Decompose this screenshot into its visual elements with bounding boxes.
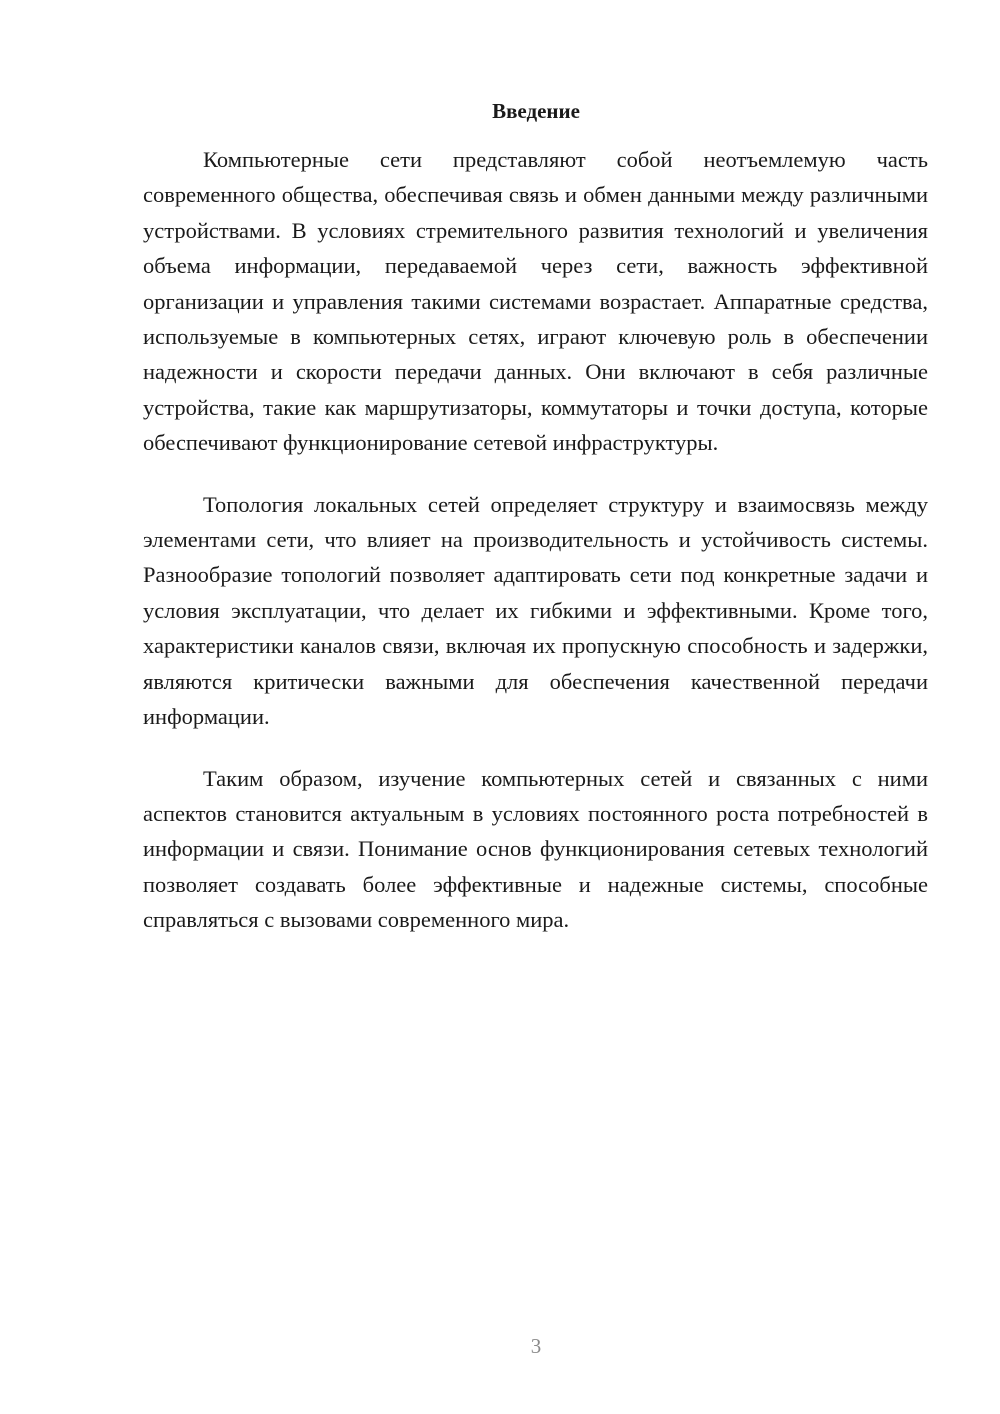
section-title: Введение: [492, 99, 580, 123]
paragraph-3: Таким образом, изучение компьютерных сетей и связанных с ними аспектов становится актуальным в условиях постоянного роста потребностей в информации и связи. Понимание основ функционирования сетевых технологий позволяет создавать более эффективные и надежные системы, способные справляться с вызовами современного мира.: [143, 765, 928, 933]
body-text: [143, 142, 928, 964]
paragraph-2: Топология локальных сетей определяет структуру и взаимосвязь между элементами сети, что влияет на производительность и устойчивость системы. Разнообразие топологий позволяет адаптировать сети под конкретные задачи и условия эксплуатации, что делает их гибкими и эффективными. Кроме того, характеристики каналов связи, включая их пропускную способность и задержки, являются критически важными для обеспечения качественной передачи информации.: [143, 491, 928, 730]
paragraph-1: Компьютерные сети представляют собой неотъемлемую часть современного общества, обеспечивая связь и обмен данными между различными устройствами. В условиях стремительного развития технологий и увеличения объема информации, передаваемой через сети, важность эффективной организации и управления такими системами возрастает. Аппаратные средства, используемые в компьютерных сетях, играют ключевую роль в обеспечении надежности и скорости передачи данных. Они включают в себя различные устройства, такие как маршрутизаторы, коммутаторы и точки доступа, которые обеспечивают функционирование сетевой инфраструктуры.: [143, 147, 928, 456]
page-number: 3: [530, 1334, 542, 1358]
